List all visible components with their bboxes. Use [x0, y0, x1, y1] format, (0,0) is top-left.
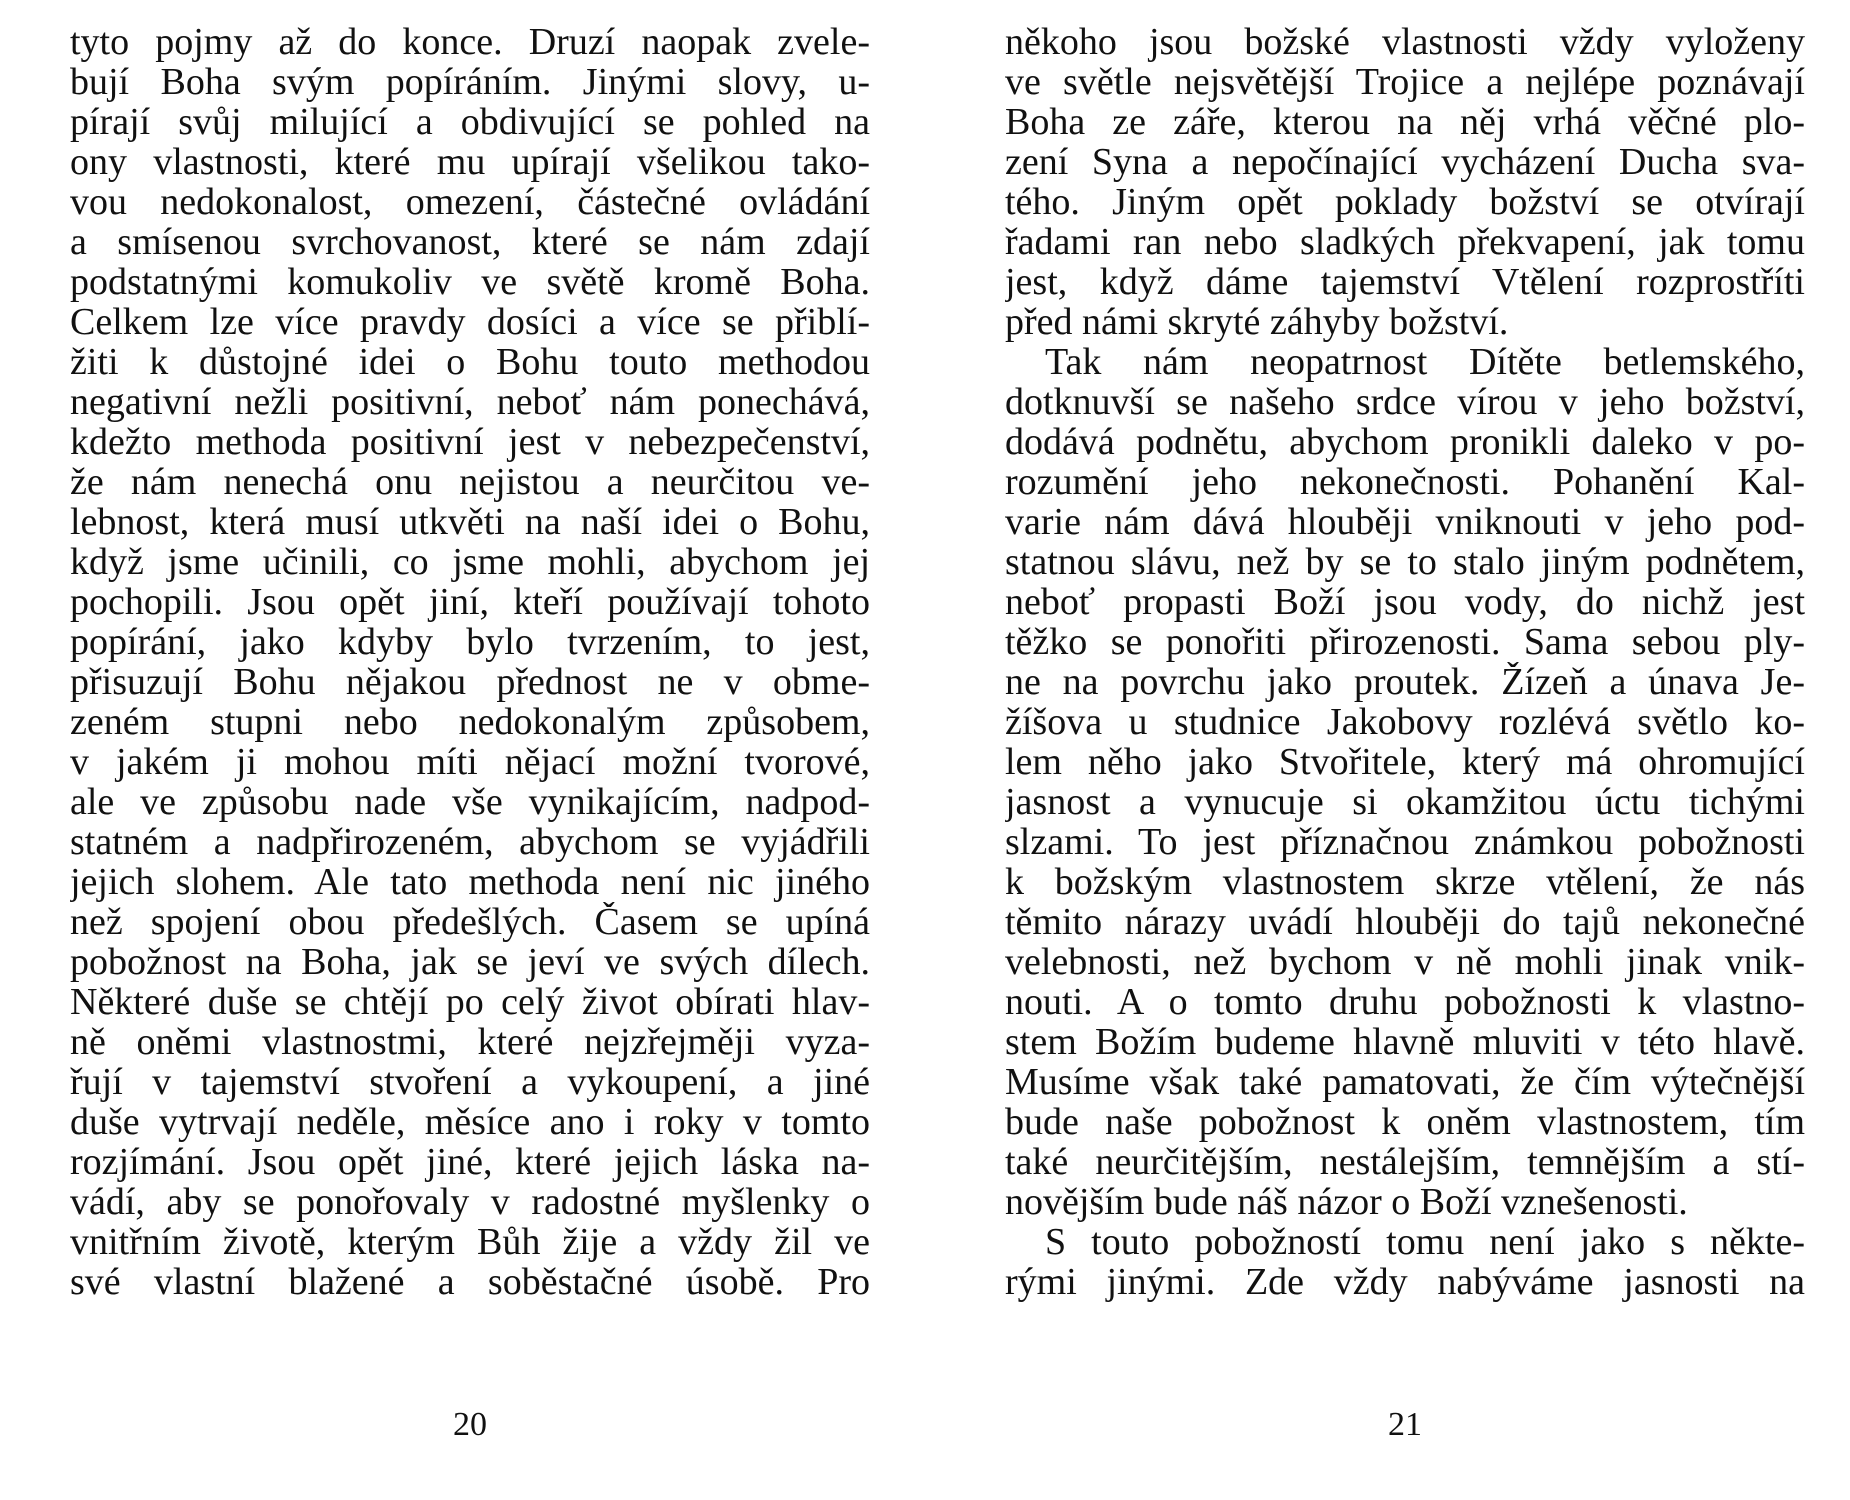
- text-line: S touto pobožností tomu není jako s někte-: [1045, 1222, 1805, 1262]
- text-line: zení Syna a nepočínající vycházení Ducha sva-: [1005, 142, 1805, 182]
- text-line: před námi skryté záhyby božství.: [1005, 302, 1509, 342]
- right-page-text: [1005, 22, 1805, 1302]
- text-line: dotknuvší se našeho srdce vírou v jeho božství,: [1005, 382, 1805, 422]
- text-line: někoho jsou božské vlastnosti vždy vyloženy: [1005, 22, 1805, 62]
- text-line: jejich slohem. Ale tato methoda není nic jiného: [70, 862, 870, 902]
- text-line: vou nedokonalost, omezení, částečné ovládání: [70, 182, 870, 222]
- text-line: tého. Jiným opět poklady božství se otvírají: [1005, 182, 1805, 222]
- text-line: statném a nadpřirozeném, abychom se vyjádřili: [70, 822, 870, 862]
- text-line: Boha ze záře, kterou na něj vrhá věčné plo-: [1005, 102, 1805, 142]
- text-line: tyto pojmy až do konce. Druzí naopak zvele-: [70, 22, 870, 62]
- text-line: a smísenou svrchovanost, které se nám zdají: [70, 222, 870, 262]
- text-line: že nám nenechá onu nejistou a neurčitou ve-: [70, 462, 870, 502]
- text-line: ale ve způsobu nade vše vynikajícím, nadpod-: [70, 782, 870, 822]
- text-line: také neurčitějším, nestálejším, temnějším a stí-: [1005, 1142, 1805, 1182]
- text-line: varie nám dává hlouběji vniknouti v jeho pod-: [1005, 502, 1805, 542]
- text-line: k božským vlastnostem skrze vtělení, že nás: [1005, 862, 1805, 902]
- text-line: žíšova u studnice Jakobovy rozlévá světlo ko-: [1005, 702, 1805, 742]
- text-line: než spojení obou předešlých. Časem se upíná: [70, 902, 870, 942]
- left-page-text: [70, 22, 870, 1302]
- text-line: negativní nežli positivní, neboť nám ponechává,: [70, 382, 870, 422]
- text-line: řují v tajemství stvoření a vykoupení, a jiné: [70, 1062, 870, 1102]
- text-line: nouti. A o tomto druhu pobožnosti k vlastno-: [1005, 982, 1805, 1022]
- text-line: těmito nárazy uvádí hlouběji do tajů nekonečné: [1005, 902, 1805, 942]
- page-number: 20: [453, 1406, 487, 1443]
- text-line: pobožnost na Boha, jak se jeví ve svých dílech.: [70, 942, 870, 982]
- page-number: 21: [1388, 1406, 1422, 1443]
- text-line: novějším bude náš názor o Boží vznešenosti.: [1005, 1182, 1688, 1222]
- text-line: popírání, jako kdyby bylo tvrzením, to jest,: [70, 622, 870, 662]
- text-line: ve světle nejsvětější Trojice a nejlépe poznávají: [1005, 62, 1805, 102]
- text-line: rozjímání. Jsou opět jiné, které jejich láska na-: [70, 1142, 870, 1182]
- text-line: jasnost a vynucuje si okamžitou úctu tichými: [1005, 782, 1805, 822]
- text-line: ne na povrchu jako proutek. Žízeň a únava Je-: [1005, 662, 1805, 702]
- text-line: řadami ran nebo sladkých překvapení, jak tomu: [1005, 222, 1805, 262]
- text-line: lem něho jako Stvořitele, který má ohromující: [1005, 742, 1805, 782]
- text-line: velebnosti, než bychom v ně mohli jinak vnik-: [1005, 942, 1805, 982]
- text-line: lebnost, která musí utkvěti na naší idei o Bohu,: [70, 502, 870, 542]
- text-line: bují Boha svým popíráním. Jinými slovy, u-: [70, 62, 870, 102]
- text-line: kdežto methoda positivní jest v nebezpečenství,: [70, 422, 870, 462]
- text-line: své vlastní blažené a soběstačné úsobě. Pro: [70, 1262, 870, 1302]
- text-line: duše vytrvají neděle, měsíce ano i roky v tomto: [70, 1102, 870, 1142]
- text-line: těžko se ponořiti přirozenosti. Sama sebou ply-: [1005, 622, 1805, 662]
- text-line: statnou slávu, než by se to stalo jiným podnětem,: [1005, 542, 1805, 582]
- text-line: ně oněmi vlastnostmi, které nejzřejměji vyza-: [70, 1022, 870, 1062]
- text-line: přisuzují Bohu nějakou přednost ne v obme-: [70, 662, 870, 702]
- text-line: Tak nám neopatrnost Dítěte betlemského,: [1045, 342, 1805, 382]
- text-line: bude naše pobožnost k oněm vlastnostem, tím: [1005, 1102, 1805, 1142]
- text-line: Některé duše se chtějí po celý život obírati hlav-: [70, 982, 870, 1022]
- left-page: [70, 22, 870, 1462]
- text-line: slzami. To jest příznačnou známkou pobožnosti: [1005, 822, 1805, 862]
- text-line: podstatnými komukoliv ve světě kromě Boha.: [70, 262, 870, 302]
- text-line: Musíme však také pamatovati, že čím výtečnější: [1005, 1062, 1805, 1102]
- text-line: pírají svůj milující a obdivující se pohled na: [70, 102, 870, 142]
- text-line: dodává podnětu, abychom pronikli daleko v po-: [1005, 422, 1805, 462]
- text-line: zeném stupni nebo nedokonalým způsobem,: [70, 702, 870, 742]
- text-line: stem Božím budeme hlavně mluviti v této hlavě.: [1005, 1022, 1805, 1062]
- text-line: jest, když dáme tajemství Vtělení rozprostříti: [1005, 262, 1805, 302]
- text-line: žiti k důstojné idei o Bohu touto methodou: [70, 342, 870, 382]
- text-line: v jakém ji mohou míti nějací možní tvorové,: [70, 742, 870, 782]
- text-line: když jsme učinili, co jsme mohli, abychom jej: [70, 542, 870, 582]
- text-line: pochopili. Jsou opět jiní, kteří používají tohoto: [70, 582, 870, 622]
- text-line: Celkem lze více pravdy dosíci a více se přiblí-: [70, 302, 870, 342]
- text-line: rozumění jeho nekonečnosti. Pohanění Kal-: [1005, 462, 1805, 502]
- right-page: [1005, 22, 1805, 1462]
- text-line: neboť propasti Boží jsou vody, do nichž jest: [1005, 582, 1805, 622]
- text-line: ony vlastnosti, které mu upírají všelikou tako-: [70, 142, 870, 182]
- text-line: vnitřním životě, kterým Bůh žije a vždy žil ve: [70, 1222, 870, 1262]
- text-line: rými jinými. Zde vždy nabýváme jasnosti na: [1005, 1262, 1805, 1302]
- text-line: vádí, aby se ponořovaly v radostné myšlenky o: [70, 1182, 870, 1222]
